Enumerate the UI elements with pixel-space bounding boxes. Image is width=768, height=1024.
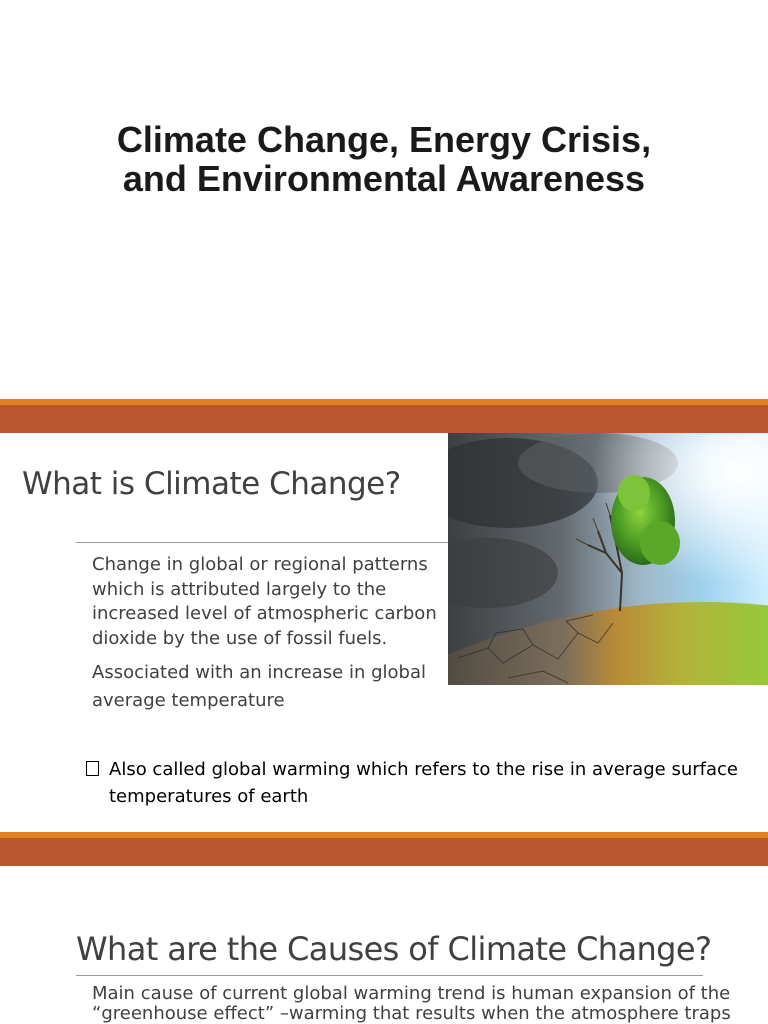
slide-divider (0, 399, 768, 433)
body-line: Main cause of current global warming trend is human expansion of the (92, 983, 731, 1004)
bullet-box-icon (86, 761, 99, 776)
body-line: “greenhouse effect” –warming that results when the atmosphere traps (92, 1003, 731, 1024)
slide-causes-of-climate-change (0, 866, 768, 1024)
slide-divider (0, 832, 768, 866)
slide-body (92, 984, 768, 1024)
bullet-item (86, 756, 756, 810)
heading-rule (76, 542, 448, 543)
bullet-text: Also called global warming which refers to the rise in average surface temperatures of earth (109, 759, 738, 807)
body-paragraph: Associated with an increase in global average temperature (92, 662, 426, 711)
slide-body (92, 553, 448, 715)
climate-contrast-tree-image (448, 433, 768, 685)
slide-heading: What is Climate Change? (22, 466, 401, 502)
presentation-title: Climate Change, Energy Crisis, and Environmental Awareness (116, 119, 652, 199)
body-paragraph: Change in global or regional patterns which is attributed largely to the increased level of atmospheric carbon dioxide by the use of fossil fuels. (92, 554, 437, 649)
title-slide (0, 0, 768, 400)
heading-rule (76, 975, 703, 976)
slide-heading: What are the Causes of Climate Change? (76, 930, 712, 968)
slide-what-is-climate-change (0, 433, 768, 832)
